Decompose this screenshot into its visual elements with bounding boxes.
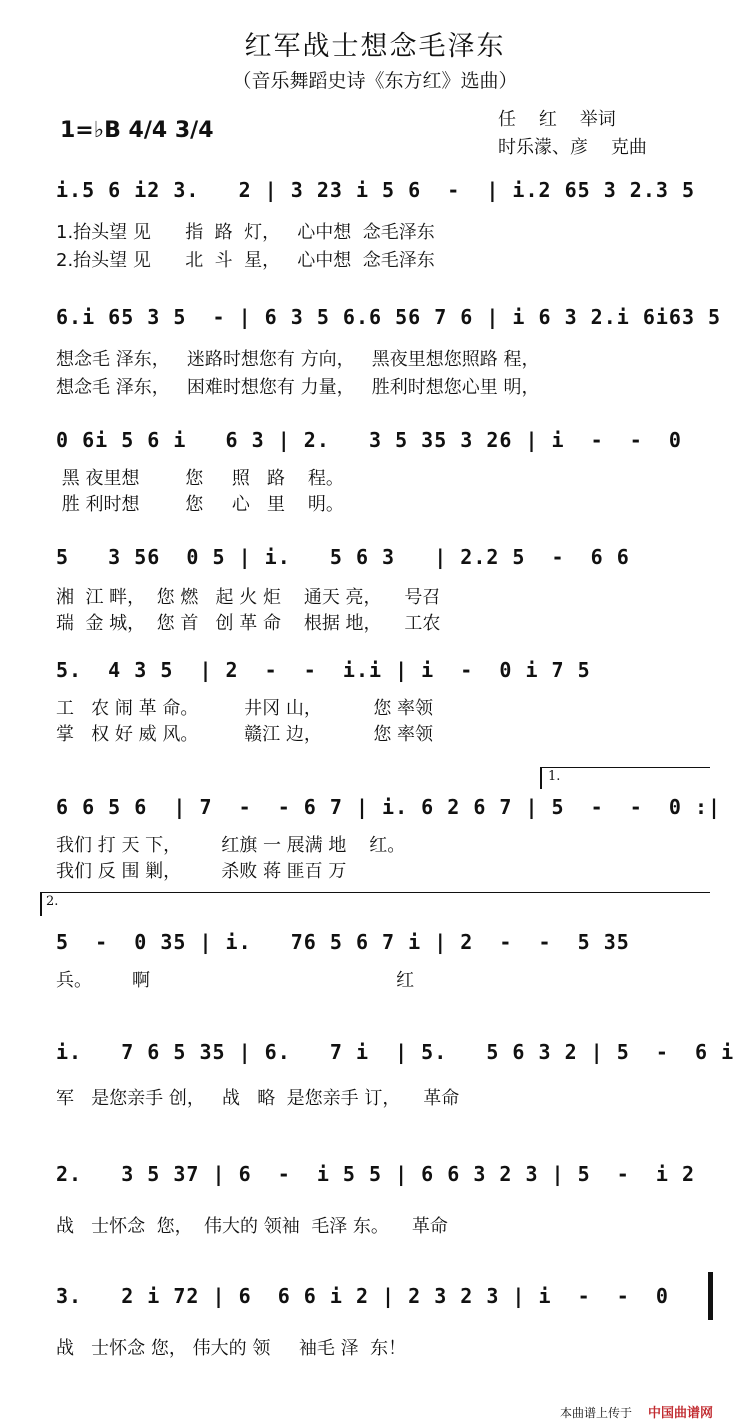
notes-line: 5 - 0 35 | i. 76 5 6 7 i | 2 - - 5 35 <box>56 930 630 954</box>
lyrics-verse-1: 战 士怀念 您， 伟大的 领 袖毛 泽 东！ <box>56 1338 407 1359</box>
composer: 时乐濛、彦 克曲 <box>498 137 647 158</box>
lyrics-verse-2: 想念毛 泽东， 困难时想您有 力量， 胜利时想您心里 明， <box>56 377 540 398</box>
notes-line: i. 7 6 5 35 | 6. 7 i | 5. 5 6 3 2 | 5 - 6 i <box>56 1040 735 1064</box>
notes-line: 6.i 65 3 5 - | 6 3 5 6.6 56 7 6 | i 6 3 2.i 6i63 5 <box>56 305 722 329</box>
lyrics-verse-2: 2.抬头望 见 北 斗 星， 心中想 念毛泽东 <box>56 250 435 271</box>
notes-line: 5 3 56 0 5 | i. 5 6 3 | 2.2 5 - 6 6 <box>56 545 630 569</box>
lyrics-verse-2: 我们 反 围 剿， 杀败 蒋 匪百 万 <box>56 861 347 882</box>
lyrics-verse-1: 军 是您亲手 创， 战 略 是您亲手 订， 革命 <box>56 1088 460 1109</box>
song-title: 红军战士想念毛泽东 <box>244 31 506 62</box>
lyrics-verse-1: 想念毛 泽东， 迷路时想您有 方向， 黑夜里想您照路 程， <box>56 349 540 370</box>
notes-line: 5. 4 3 5 | 2 - - i.i | i - 0 i 7 5 <box>56 658 591 682</box>
volta-2-bracket-left <box>40 892 42 916</box>
lyrics-verse-1: 1.抬头望 见 指 路 灯， 心中想 念毛泽东 <box>56 222 435 243</box>
credits <box>498 106 647 162</box>
volta-1-label: 1. <box>548 769 561 784</box>
lyrics-verse-2: 胜 利时想 您 心 里 明。 <box>56 494 344 515</box>
site-logo: 中国曲谱网 <box>648 1406 714 1421</box>
lyrics-verse-1: 战 士怀念 您， 伟大的 领袖 毛泽 东。 革命 <box>56 1216 448 1237</box>
lyrics-verse-2: 掌 权 好 威 风。 赣江 边， 您 率领 <box>56 724 434 745</box>
lyrics-verse-1: 黑 夜里想 您 照 路 程。 <box>56 468 344 489</box>
lyrics-verse-1: 我们 打 天 下， 红旗 一 展满 地 红。 <box>56 835 406 856</box>
footer-upload-note: 本曲谱上传于 <box>560 1406 633 1420</box>
lyricist: 任 红 举词 <box>498 109 616 130</box>
lyrics-verse-1: 兵。 啊 红 <box>56 970 415 991</box>
song-subtitle: （音乐舞蹈史诗《东方红》选曲） <box>232 70 518 92</box>
volta-2-label: 2. <box>46 894 59 909</box>
lyrics-verse-1: 湘 江 畔， 您 燃 起 火 炬 通天 亮， 号召 <box>56 587 441 608</box>
lyrics-verse-1: 工 农 闹 革 命。 井冈 山， 您 率领 <box>56 698 434 719</box>
key-signature: 1=♭B 4/4 3/4 <box>60 118 214 143</box>
notes-line: 2. 3 5 37 | 6 - i 5 5 | 6 6 3 2 3 | 5 - i 2 <box>56 1162 696 1186</box>
volta-2-bracket <box>40 892 710 893</box>
notes-line: 6 6 5 6 | 7 - - 6 7 | i. 6 2 6 7 | 5 - - 0 :| <box>56 795 722 819</box>
final-barline <box>708 1272 713 1320</box>
notes-line: i.5 6 i2 3. 2 | 3 23 i 5 6 - | i.2 65 3 2.3 5 <box>56 178 696 202</box>
notes-line: 3. 2 i 72 | 6 6 6 i 2 | 2 3 2 3 | i - - 0 <box>56 1284 669 1308</box>
volta-1-bracket-left <box>540 767 542 789</box>
notes-line: 0 6i 5 6 i 6 3 | 2. 3 5 35 3 26 | i - - 0 <box>56 428 682 452</box>
lyrics-verse-2: 瑞 金 城， 您 首 创 革 命 根据 地， 工农 <box>56 613 441 634</box>
volta-1-bracket <box>540 767 710 768</box>
